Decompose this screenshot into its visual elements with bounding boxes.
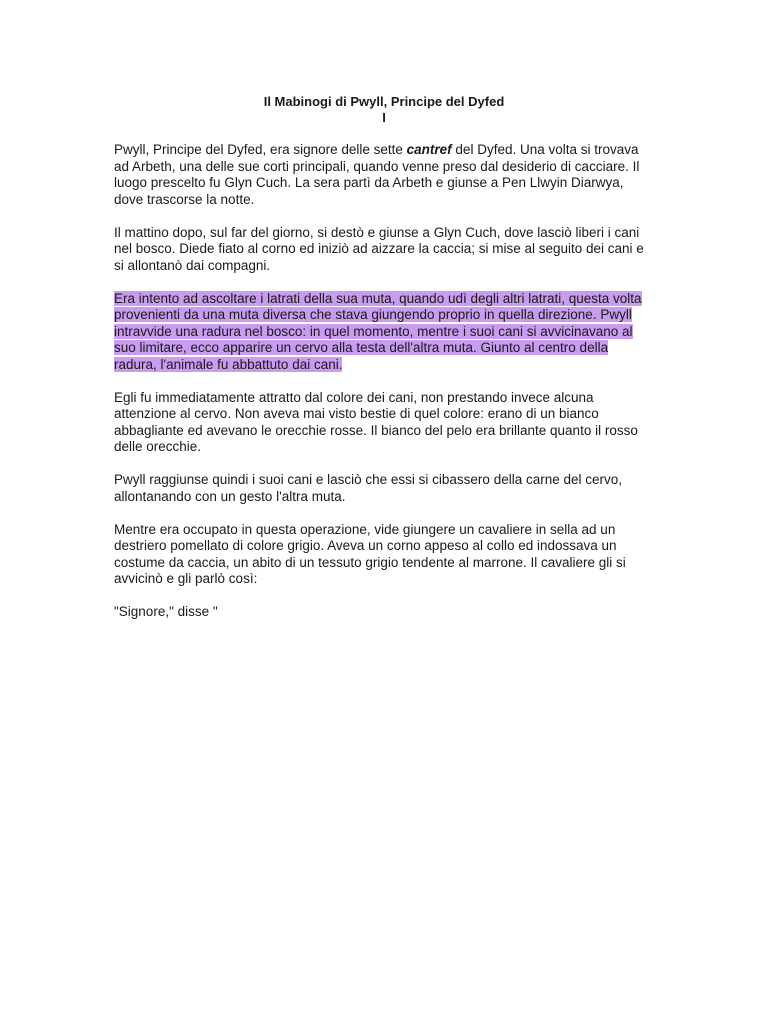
paragraph-2: Il mattino dopo, sul far del giorno, si destò e giunse a Glyn Cuch, dove lasciò liberi i cani nel bosco. Diede fiato al corno ed iniziò ad aizzare la caccia; si mise al seguito dei cani e si allontanò dai compagni. (114, 224, 644, 273)
document-body (114, 142, 666, 637)
paragraph-7: "Signore," disse " (114, 604, 218, 619)
paragraph-1 (114, 142, 666, 208)
text-highlight[interactable]: Era intento ad ascoltare i latrati della sua muta, quando udì degli altri latrati, questa volta provenienti da una muta diversa che stava giungendo proprio in quella direzione. Pwyll intravvide una radura nel bosco: in quel momento, mentre i suoi cani si avvicinavano al suo limitare, ecco apparire un cervo alla testa dell'altra muta. Giunto al centro della radura, l'animale fu abbattuto dai cani. (114, 290, 642, 372)
paragraph-5: Pwyll raggiunse quindi i suoi cani e lasciò che essi si cibassero della carne del cervo, allontanando con un gesto l'altra muta. (114, 472, 623, 504)
paragraph-3-highlighted (114, 291, 666, 374)
paragraph-6: Mentre era occupato in questa operazione, vide giungere un cavaliere in sella ad un destriero pomellato di colore grigio. Aveva un corno appeso al collo ed indossava un costume da caccia, un abito di un tessuto grigio tendente al marrone. Il cavaliere gli si avvicinò e gli parlò così: (114, 521, 626, 586)
document-header (0, 94, 768, 126)
document-title: Il Mabinogi di Pwyll, Principe del Dyfed (263, 94, 505, 109)
paragraph-4: Egli fu immediatamente attratto dal colore dei cani, non prestando invece alcuna attenzione al cervo. Non aveva mai visto bestie di quel colore: erano di un bianco abbagliante ed avevano le orecchie rosse. Il bianco del pelo era brillante quanto il rosso delle orecchie. (114, 389, 638, 454)
chapter-number: I (382, 110, 386, 125)
cantref-term: cantref (406, 142, 452, 157)
paragraph-1-pre: Pwyll, Principe del Dyfed, era signore delle sette (114, 142, 407, 157)
paragraph-1-post: del Dyfed. Una volta si trovava ad Arbeth, una delle sue corti principali, quando venne preso dal desiderio di cacciare. Il luogo prescelto fu Glyn Cuch. La sera partì da Arbeth e giunse a Pen Llwyin Diarwya, dove trascorse la notte. (114, 142, 640, 207)
